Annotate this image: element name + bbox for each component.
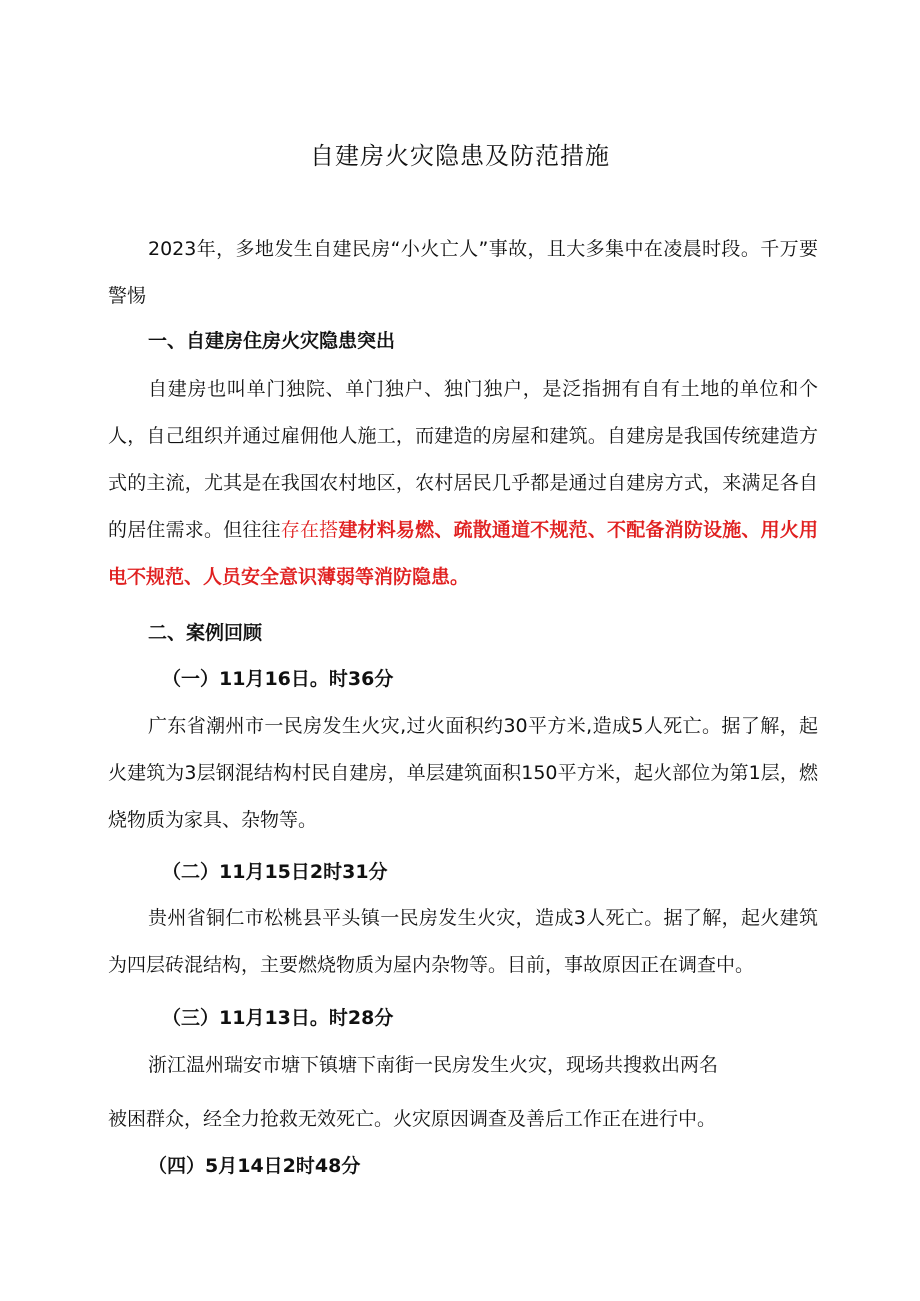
case4-heading: （四）5月14日2时48分 xyxy=(148,1155,361,1177)
case3-heading: （三）11月13日。时28分 xyxy=(162,1007,394,1029)
section2-heading: 二、案例回顾 xyxy=(148,622,263,644)
case2-heading: （二）11月15日2时31分 xyxy=(162,861,388,883)
case3-line1: 浙江温州瑞安市塘下镇塘下南街一民房发生火灾，现场共搜救出两名 xyxy=(148,1054,719,1076)
section1-paragraph xyxy=(108,366,818,601)
intro-paragraph: 2023年，多地发生自建民房“小火亡人”事故，且大多集中在凌晨时段。千万要警惕 xyxy=(108,238,818,307)
section1-body-plain: 自建房也叫单门独院、单门独户、独门独户，是泛指拥有自有土地的单位和个人，自己组织并通过雇佣他人施工，而建造的房屋和建筑。自建房是我国传统建造方式的主流，尤其是在我国农村地区，农村居民几乎都是通过自建房方式，来满足各自的居住需求。但往往 xyxy=(108,378,818,541)
section1-body-red-bold: 建材料易燃、疏散通道不规范、不配备消防设施、用火用电不规范、人员安全意识薄弱等消防隐患。 xyxy=(108,519,818,588)
document-title: 自建房火灾隐患及防范措施 xyxy=(310,142,610,170)
case1-paragraph: 广东省潮州市一民房发生火灾,过火面积约30平方米,造成5人死亡。据了解，起火建筑为3层钢混结构村民自建房，单层建筑面积150平方米，起火部位为第1层，燃烧物质为家具、杂物等。 xyxy=(108,715,818,831)
section1-body-red: 存在搭 xyxy=(280,519,339,541)
case1-heading: （一）11月16日。时36分 xyxy=(162,668,394,690)
case3-line2: 被困群众，经全力抢救无效死亡。火灾原因调查及善后工作正在进行中。 xyxy=(108,1108,717,1130)
case2-paragraph: 贵州省铜仁市松桃县平头镇一民房发生火灾，造成3人死亡。据了解，起火建筑为四层砖混结构，主要燃烧物质为屋内杂物等。目前，事故原因正在调查中。 xyxy=(108,907,818,976)
section1-heading: 一、自建房住房火灾隐患突出 xyxy=(148,330,396,352)
